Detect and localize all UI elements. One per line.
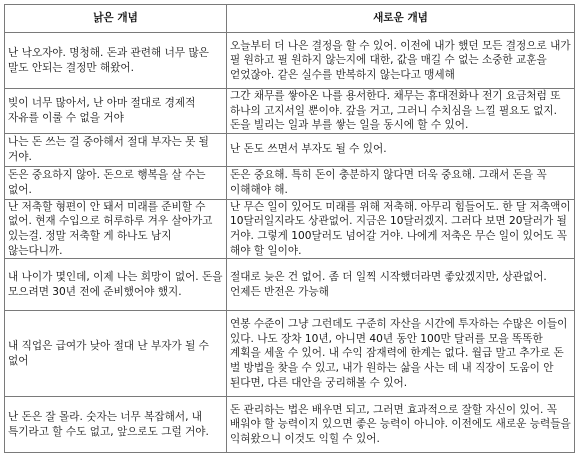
new-concept-cell: 절대로 늦은 건 없어. 좀 더 일찍 시작했더라면 좋았겠지만, 상관없어. 언제든 반전은 가능해 [227, 259, 575, 311]
new-concept-cell: 오늘부터 더 나은 결정을 할 수 있어. 이전에 내가 했던 모든 결정으로 내가 필 원하고 필 원하지 않는지에 대한, 값을 매길 수 없는 소중한 교훈을 얻었잖아. 같은 실수를 반복하지 않는다고 맹세해 [227, 33, 575, 89]
old-concept-cell: 난 낙오자야. 명청해. 돈과 관련해 너무 많은 말도 안되는 결정만 해왔어. [5, 33, 227, 89]
header-old-concept: 낡은 개념 [5, 5, 227, 33]
table-row [5, 133, 575, 166]
old-concept-cell: 나는 돈 쓰는 걸 중아해서 절대 부자는 못 될 거야. [5, 133, 227, 166]
old-concept-cell: 돈은 중요하지 않아. 돈으로 행복을 살 수는 없어. [5, 166, 227, 199]
new-concept-cell: 그간 채무를 쌓아온 나를 용서한다. 채무는 휴대전화나 전기 요금처럼 또 하나의 고지서일 뿐이야. 갚을 거고, 그러니 수치심을 느낄 필요도 없지. 돈을 빌리는 일과 부를 쌓는 일을 동시에 할 수 있어. [227, 89, 575, 134]
new-concept-cell: 난 돈도 쓰면서 부자도 될 수 있어. [227, 133, 575, 166]
new-concept-cell: 난 무슨 일이 있어도 미래를 위해 저축해. 아무리 힘들어도. 한 달 저축액이 10달러일지라도 상관없어. 지금은 10달러겠지. 그러다 보면 20달러가 될 거야. 그렇게 100달러도 넘어갈 거야. 나에게 저축은 무슨 일이 있어도 꼭 해야 할 일이야. [227, 199, 575, 258]
table-row [5, 259, 575, 311]
table-row [5, 199, 575, 258]
old-concept-cell: 내 직업은 급여가 낮아 절대 난 부자가 될 수 없어 [5, 311, 227, 397]
table-row [5, 397, 575, 453]
new-concept-cell: 돈은 중요해. 특히 돈이 충분하지 않다면 더욱 중요해. 그래서 돈을 꼭 이해해야 해. [227, 166, 575, 199]
old-concept-cell: 빚이 너무 많아서, 난 아마 절대로 경제적 자유를 이룰 수 없을 거야 [5, 89, 227, 134]
new-concept-cell: 돈 관리하는 법은 배우면 되고, 그러면 효과적으로 잘할 자신이 있어. 꼭 배워야 할 능력이지 있으면 좋은 능력이 아니야. 이전에도 새로운 능력들을 익혀왔으니 이것도 익힐 수 있어. [227, 397, 575, 453]
header-row [5, 5, 575, 33]
new-concept-cell: 연봉 수준이 그냥 그런데도 구준히 자산을 시간에 투자하는 수많은 이들이 있다. 나도 장차 10년, 아니면 40년 동안 100만 달러를 모을 똑똑한 계획을 세울 수 있어. 내 수익 잠재력에 한계는 없다. 월급 말고 추가로 돈 벌 방법을 찾을 수 있고, 내가 원하는 삶을 사는 데 내 직장이 도움이 안 된다면, 다른 대안을 궁리해볼 수 있어. [227, 311, 575, 397]
concept-table [4, 4, 575, 453]
old-concept-cell: 난 저축할 형편이 안 돼서 미래를 준비할 수 없어. 현재 수입으로 허루하루 겨우 살아가고 있는걸. 정말 저축할 게 하나도 남지 않는다니까. [5, 199, 227, 258]
old-concept-cell: 난 돈은 잘 몰라. 숫자는 너무 복잡해서, 내 특기라고 할 수도 없고, 앞으로도 그럴 거야. [5, 397, 227, 453]
table-row [5, 33, 575, 89]
table-row [5, 89, 575, 134]
old-concept-cell: 내 나이가 몇인데, 이제 나는 희망이 없어. 돈을 모으려면 30년 전에 준비했어야 했지. [5, 259, 227, 311]
header-new-concept: 새로운 개념 [227, 5, 575, 33]
table-row [5, 311, 575, 397]
table-row [5, 166, 575, 199]
